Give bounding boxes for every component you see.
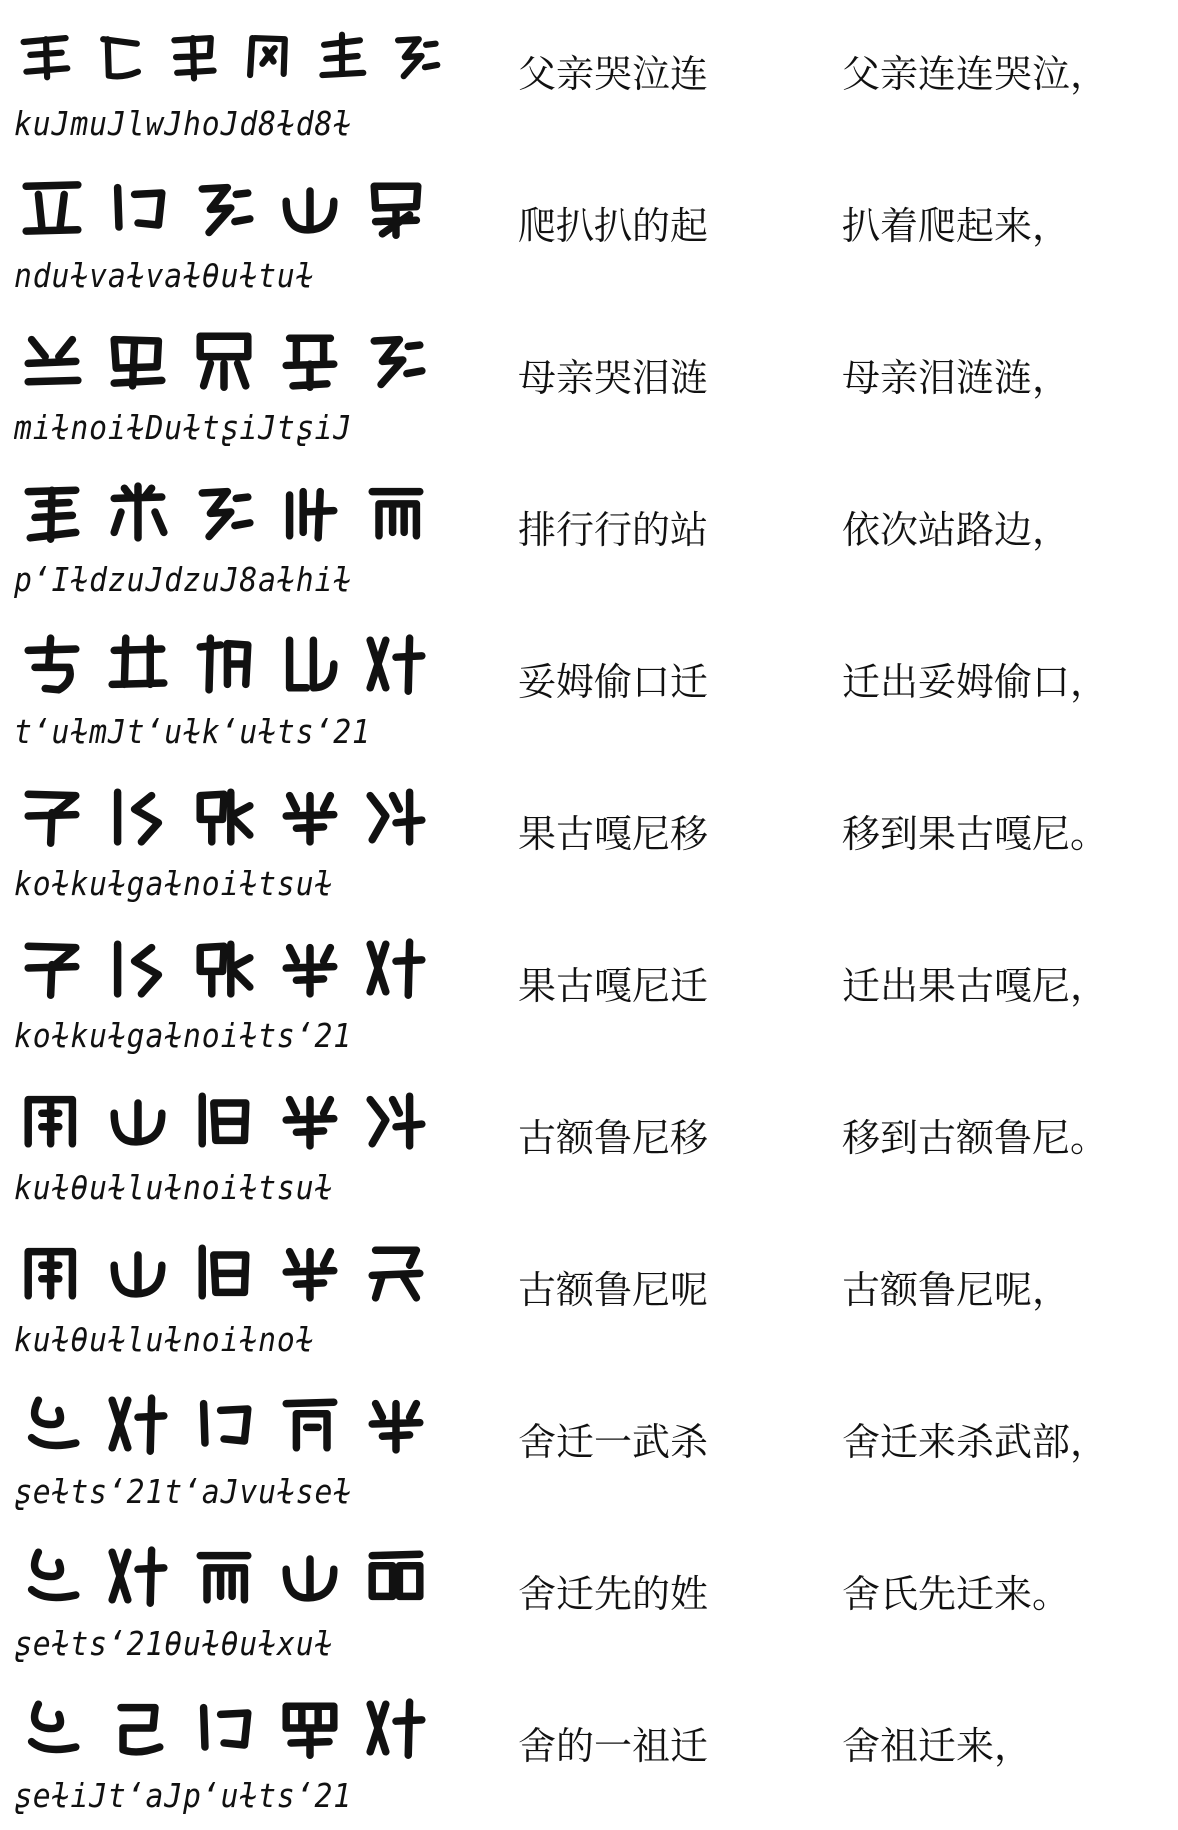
word-gloss: 舍的一祖迁 <box>518 1724 709 1768</box>
yi-glyph <box>190 478 258 546</box>
yi-glyph <box>240 22 296 90</box>
yi-glyph <box>104 1694 172 1762</box>
yi-glyph <box>362 934 430 1002</box>
yi-script-cell <box>14 772 444 912</box>
yi-glyph-line <box>14 316 444 404</box>
text-row <box>0 766 1178 918</box>
yi-script-cell <box>14 1380 444 1520</box>
word-gloss: 母亲哭泪涟 <box>518 356 709 400</box>
yi-glyph <box>104 630 172 698</box>
yi-glyph <box>276 326 344 394</box>
free-translation: 舍氏先迁来。 <box>842 1572 1071 1616</box>
yi-glyph <box>362 630 430 698</box>
yi-glyph-line <box>14 164 444 252</box>
yi-glyph <box>276 174 344 242</box>
yi-glyph-line <box>14 1228 444 1316</box>
yi-glyph <box>104 1086 172 1154</box>
yi-glyph <box>362 1694 430 1762</box>
yi-glyph <box>18 782 86 850</box>
text-row <box>0 6 1178 158</box>
yi-glyph <box>190 1086 258 1154</box>
yi-glyph-line <box>14 924 444 1012</box>
romanization: nduɫvaɫvaɫθuɫtuɫ <box>14 256 315 295</box>
text-rows <box>0 6 1178 1830</box>
word-gloss: 果古嘎尼迁 <box>518 964 709 1008</box>
yi-glyph <box>362 1086 430 1154</box>
yi-glyph <box>18 934 86 1002</box>
free-translation: 舍迁来杀武部， <box>842 1420 1109 1464</box>
yi-glyph <box>190 174 258 242</box>
free-translation: 母亲泪涟涟， <box>842 356 1071 400</box>
text-row <box>0 1070 1178 1222</box>
yi-glyph <box>18 1390 86 1458</box>
yi-glyph <box>190 326 258 394</box>
romanization: koɫkuɫgaɫnoiɫtsʻ21 <box>14 1016 353 1055</box>
yi-glyph <box>104 782 172 850</box>
yi-glyph-line <box>14 468 444 556</box>
yi-glyph <box>18 326 86 394</box>
yi-glyph <box>362 1542 430 1610</box>
yi-glyph-line <box>14 1380 444 1468</box>
romanization: kuɫθuɫluɫnoiɫnoɫ <box>14 1320 315 1359</box>
yi-glyph <box>18 1086 86 1154</box>
text-row <box>0 1374 1178 1526</box>
yi-glyph <box>18 1542 86 1610</box>
romanization: koɫkuɫgaɫnoiɫtsuɫ <box>14 864 334 903</box>
free-translation: 舍祖迁来， <box>842 1724 1033 1768</box>
free-translation: 古额鲁尼呢， <box>842 1268 1071 1312</box>
yi-script-cell <box>14 1228 444 1368</box>
yi-glyph-line <box>14 12 444 100</box>
romanization: pʻIɫdzuJdzuJ8aɫhiɫ <box>14 560 353 599</box>
yi-glyph <box>166 22 222 90</box>
romanization: tʻuɫmJtʻuɫkʻuɫtsʻ21 <box>14 712 371 751</box>
yi-glyph <box>104 934 172 1002</box>
yi-glyph <box>362 174 430 242</box>
yi-glyph-line <box>14 1684 444 1772</box>
yi-glyph <box>190 782 258 850</box>
yi-glyph <box>18 1238 86 1306</box>
yi-glyph <box>276 1086 344 1154</box>
romanization: kuɫθuɫluɫnoiɫtsuɫ <box>14 1168 334 1207</box>
text-row <box>0 1526 1178 1678</box>
yi-glyph-line <box>14 772 444 860</box>
yi-glyph <box>190 1694 258 1762</box>
word-gloss: 古额鲁尼移 <box>518 1116 709 1160</box>
free-translation: 移到古额鲁尼。 <box>842 1116 1109 1160</box>
yi-glyph <box>18 22 74 90</box>
word-gloss: 舍迁一武杀 <box>518 1420 709 1464</box>
yi-glyph <box>276 1542 344 1610</box>
free-translation: 迁出果古嘎尼， <box>842 964 1109 1008</box>
yi-script-cell <box>14 12 444 152</box>
yi-glyph <box>276 1238 344 1306</box>
text-row <box>0 158 1178 310</box>
yi-glyph <box>314 22 370 90</box>
yi-glyph <box>18 478 86 546</box>
free-translation: 迁出妥姆偷口， <box>842 660 1109 704</box>
text-row <box>0 1678 1178 1830</box>
word-gloss: 舍迁先的姓 <box>518 1572 709 1616</box>
yi-glyph <box>276 1390 344 1458</box>
yi-glyph <box>190 934 258 1002</box>
yi-glyph <box>362 782 430 850</box>
yi-script-cell <box>14 1532 444 1672</box>
romanization: ʂeɫiJtʻaJpʻuɫtsʻ21 <box>14 1776 353 1815</box>
word-gloss: 父亲哭泣连 <box>518 52 709 96</box>
text-row <box>0 1222 1178 1374</box>
yi-glyph <box>18 630 86 698</box>
yi-glyph <box>388 22 444 90</box>
yi-glyph <box>104 1542 172 1610</box>
word-gloss: 果古嘎尼移 <box>518 812 709 856</box>
yi-glyph <box>18 1694 86 1762</box>
text-row <box>0 462 1178 614</box>
yi-glyph-line <box>14 1076 444 1164</box>
word-gloss: 古额鲁尼呢 <box>518 1268 709 1312</box>
yi-glyph-line <box>14 1532 444 1620</box>
text-row <box>0 918 1178 1070</box>
word-gloss: 爬扒扒的起 <box>518 204 709 248</box>
free-translation: 依次站路边， <box>842 508 1071 552</box>
word-gloss: 排行行的站 <box>518 508 709 552</box>
yi-glyph <box>104 1238 172 1306</box>
yi-glyph <box>92 22 148 90</box>
yi-glyph <box>190 1542 258 1610</box>
yi-glyph <box>104 478 172 546</box>
yi-glyph-line <box>14 620 444 708</box>
romanization: miɫnoiɫDuɫtʂiJtʂiJ <box>14 408 353 447</box>
yi-glyph <box>276 1694 344 1762</box>
yi-glyph <box>362 1390 430 1458</box>
yi-glyph <box>276 630 344 698</box>
yi-glyph <box>362 326 430 394</box>
romanization: ʂeɫtsʻ21tʻaJvuɫseɫ <box>14 1472 353 1511</box>
yi-script-cell <box>14 1684 444 1824</box>
yi-glyph <box>104 1390 172 1458</box>
free-translation: 父亲连连哭泣， <box>842 52 1109 96</box>
text-row <box>0 310 1178 462</box>
yi-glyph <box>276 782 344 850</box>
yi-script-cell <box>14 924 444 1064</box>
yi-glyph <box>362 1238 430 1306</box>
yi-script-cell <box>14 620 444 760</box>
yi-script-cell <box>14 468 444 608</box>
yi-glyph <box>190 1238 258 1306</box>
yi-glyph <box>104 174 172 242</box>
free-translation: 移到果古嘎尼。 <box>842 812 1109 856</box>
romanization: kuJmuJlwJhoJd8ɫd8ɫ <box>14 104 353 143</box>
yi-script-cell <box>14 1076 444 1216</box>
free-translation: 扒着爬起来， <box>842 204 1071 248</box>
yi-glyph <box>104 326 172 394</box>
romanization: ʂeɫtsʻ21θuɫθuɫxuɫ <box>14 1624 334 1663</box>
yi-script-cell <box>14 316 444 456</box>
yi-glyph <box>18 174 86 242</box>
yi-glyph <box>276 934 344 1002</box>
text-row <box>0 614 1178 766</box>
yi-script-cell <box>14 164 444 304</box>
yi-glyph <box>190 1390 258 1458</box>
yi-glyph <box>276 478 344 546</box>
word-gloss: 妥姆偷口迁 <box>518 660 709 704</box>
yi-glyph <box>362 478 430 546</box>
yi-glyph <box>190 630 258 698</box>
